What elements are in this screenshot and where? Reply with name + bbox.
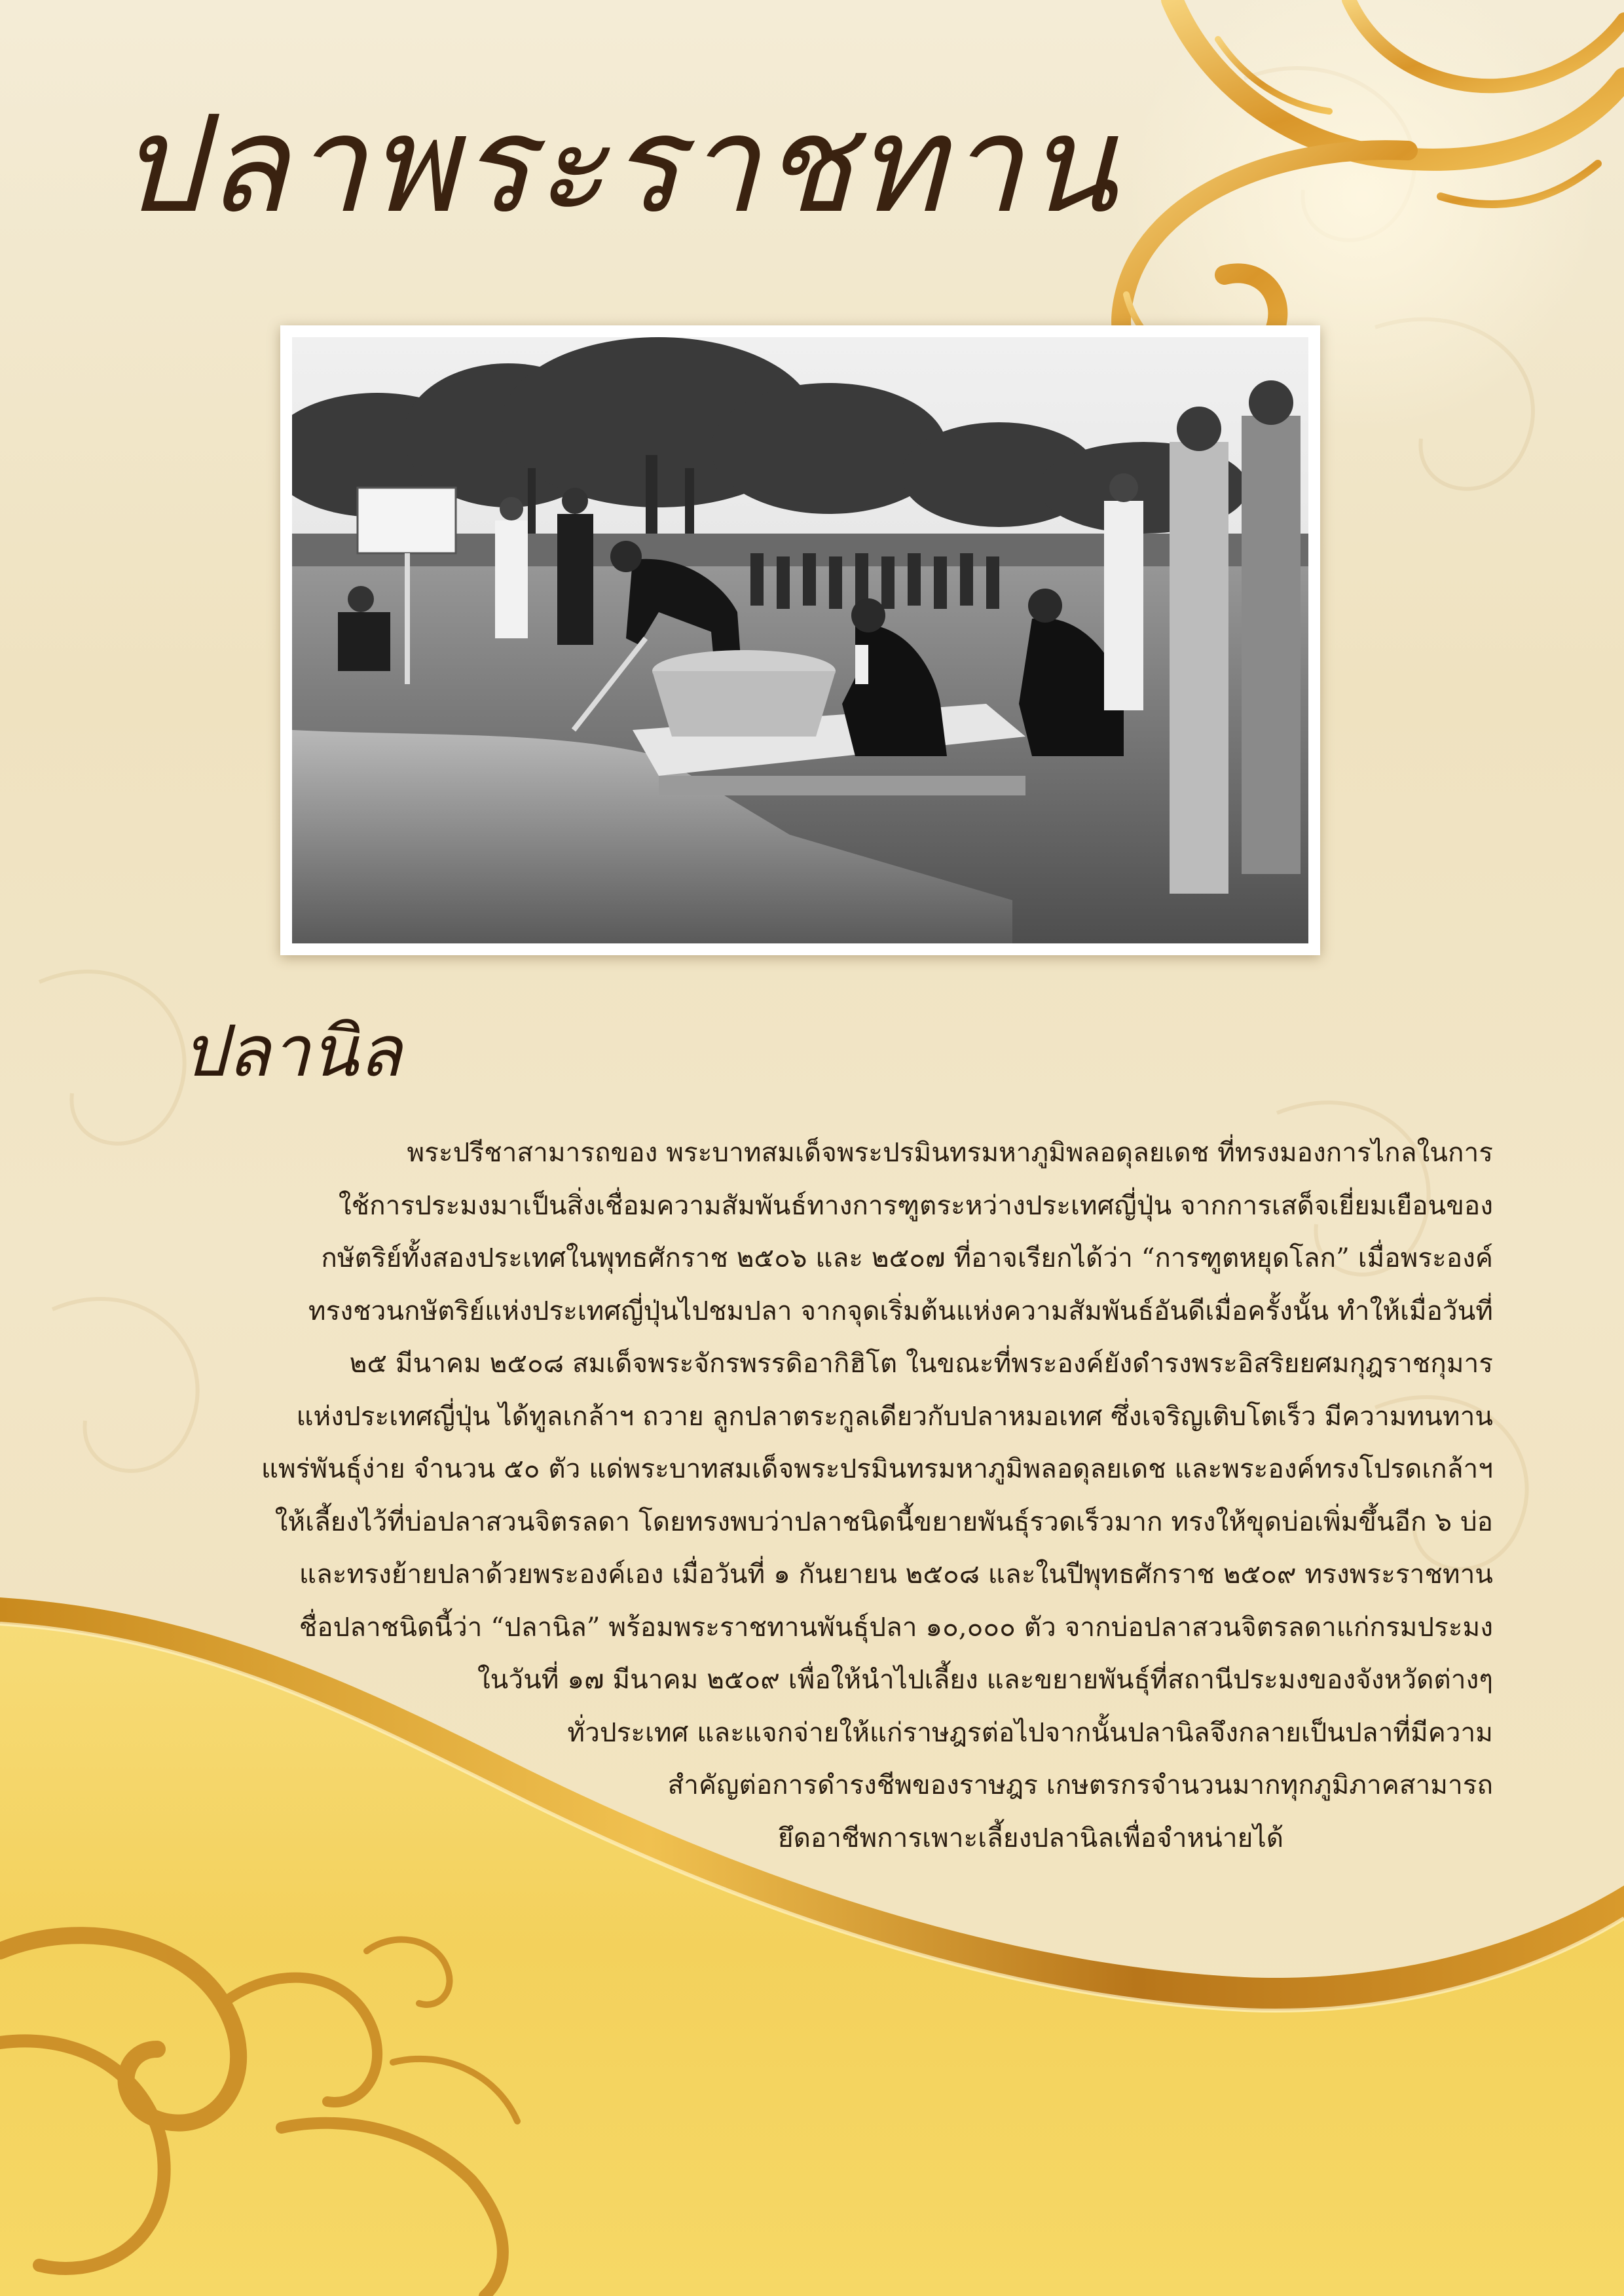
body-line: ในวันที่ ๑๗ มีนาคม ๒๕๐๙ เพื่อให้นำไปเลี้ยง และขยายพันธุ์ที่สถานีประมงของจังหวัดต่างๆ <box>477 1664 1493 1695</box>
historical-photo <box>280 325 1320 955</box>
body-paragraph <box>131 1126 1493 1864</box>
body-line: แพร่พันธุ์ง่าย จำนวน ๕๐ ตัว แด่พระบาทสมเด็จพระปรมินทรมหาภูมิพลอดุลยเดช และพระองค์ทรงโปรดเกล้าฯ <box>261 1453 1493 1484</box>
body-line: ชื่อปลาชนิดนี้ว่า “ปลานิล” พร้อมพระราชทานพันธุ์ปลา ๑๐,๐๐๐ ตัว จากบ่อปลาสวนจิตรลดาแก่กรมประมง <box>299 1611 1493 1643</box>
body-line: ทรงชวนกษัตริย์แห่งประเทศญี่ปุ่นไปชมปลา จากจุดเริ่มต้นแห่งความสัมพันธ์อันดีเมื่อครั้งนั้น ทำให้เมื่อวันที่ <box>308 1294 1493 1326</box>
body-line: พระปรีชาสามารถของ พระบาทสมเด็จพระปรมินทรมหาภูมิพลอดุลยเดช ที่ทรงมองการไกลในการ <box>407 1137 1493 1168</box>
body-line: ยึดอาชีพการเพาะเลี้ยงปลานิลเพื่อจำหน่ายได้ <box>777 1821 1283 1853</box>
body-line: แห่งประเทศญี่ปุ่น ได้ทูลเกล้าฯ ถวาย ลูกปลาตระกูลเดียวกับปลาหมอเทศ ซึ่งเจริญเติบโตเร็ว มีความทนทาน <box>296 1400 1493 1432</box>
body-line: และทรงย้ายปลาด้วยพระองค์เอง เมื่อวันที่ ๑ กันยายน ๒๕๐๘ และในปีพุทธศักราช ๒๕๐๙ ทรงพระราชทาน <box>299 1558 1493 1590</box>
historical-photo-icon <box>292 337 1308 943</box>
body-line: ใช้การประมงมาเป็นสิ่งเชื่อมความสัมพันธ์ทางการฑูตระหว่างประเทศญี่ปุ่น จากการเสด็จเยี่ยมเยือนของ <box>338 1189 1493 1221</box>
page-title: ปลาพระราชทาน <box>118 87 1119 243</box>
body-line: สำคัญต่อการดำรงชีพของราษฎร เกษตรกรจำนวนมากทุกภูมิภาคสามารถ <box>667 1769 1493 1800</box>
body-line: ๒๕ มีนาคม ๒๕๐๘ สมเด็จพระจักรพรรดิอากิฮิโต ในขณะที่พระองค์ยังดำรงพระอิสริยยศมกุฎราชกุมาร <box>349 1347 1493 1379</box>
body-line: ให้เลี้ยงไว้ที่บ่อปลาสวนจิตรลดา โดยทรงพบว่าปลาชนิดนี้ขยายพันธุ์รวดเร็วมาก ทรงให้ขุดบ่อเพิ่มขึ้นอีก ๖ บ่อ <box>274 1505 1493 1537</box>
body-line: ทั่วประเทศ และแจกจ่ายให้แก่ราษฎรต่อไปจากนั้นปลานิลจึงกลายเป็นปลาที่มีความ <box>567 1716 1493 1748</box>
body-line: กษัตริย์ทั้งสองประเทศในพุทธศักราช ๒๕๐๖ และ ๒๕๐๗ ที่อาจเรียกได้ว่า “การฑูตหยุดโลก” เมื่อพระองค์ <box>321 1242 1493 1273</box>
section-heading: ปลานิล <box>182 1011 402 1093</box>
